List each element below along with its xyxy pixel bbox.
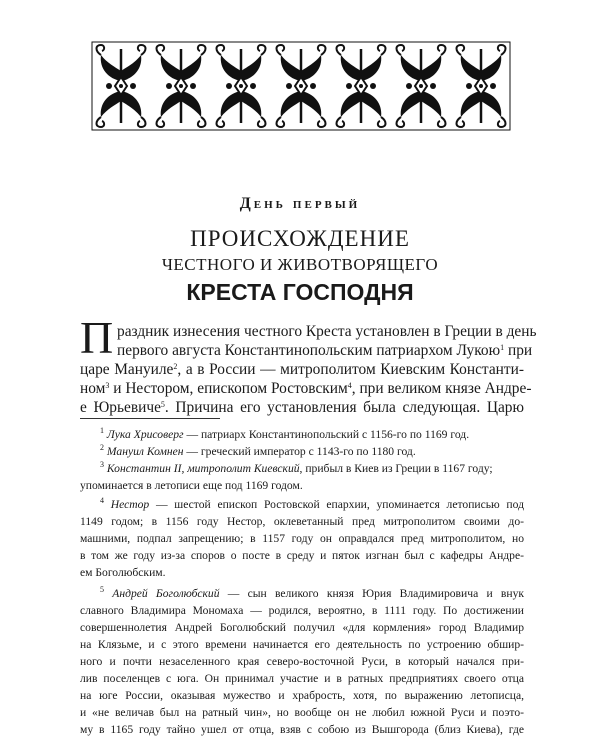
footnote-ref[interactable]: 1 (500, 343, 505, 352)
footnote-4-cont: ем Боголюбским. (80, 566, 166, 579)
footnote-3: $^3$ Константин II, митрополит Киевский, прибыл в Киев из Греции в 1167 году; (100, 460, 493, 475)
body-line: царе Мануиле$^2$, а в России — митрополитом Киевским Константи- (80, 361, 525, 378)
chapter-title-line3: КРЕСТА ГОСПОДНЯ (186, 279, 414, 305)
chapter-title-line2: ЧЕСТНОГО И ЖИВОТВОРЯЩЕГО (161, 255, 439, 274)
footnote-ref[interactable]: 3 (105, 381, 110, 390)
footnote-5-cont: лив поселенцев с юга. Он принимал участие и в ратных предприятиях своего отца (80, 672, 524, 685)
body-line: раздник изнесения честного Креста установлен в Греции в день (117, 323, 537, 340)
footnote-4-cont: машними, подпал запрещению; в 1157 году он оправдался пред митрополитом, но (80, 532, 524, 545)
footnote-5-cont: и «не величав был на ратный чин», но вообще он не любил южной Руси и поэто- (80, 706, 524, 719)
footnote-5-cont: славного Владимира Мономаха — родился, вероятно, в 1111 году. По достижении (80, 604, 524, 617)
day-heading: День первый (239, 195, 361, 212)
footnote-5-cont: ного и почти незаселенного края северо-восточной Руси, в который начался при- (80, 655, 524, 668)
footnote-divider (80, 418, 220, 419)
footnote-4-cont: в том же году из-за споров о посте в среду и пяток изгнан был с кафедры Андре- (80, 549, 524, 562)
footnote-2: $^2$ Мануил Комнен — греческий император с 1143-го по 1180 год. (100, 443, 416, 458)
footnote-5-cont: му в 1165 году тайно ушел от отца, взяв с собою из Вышгорода (близ Киева), где (80, 723, 524, 736)
body-line: первого августа Константинопольским патриархом Лукою$^1$ при (117, 342, 533, 359)
body-line: ном$^3$ и Нестором, епископом Ростовским$^4$, при великом князе Андре- (80, 380, 532, 397)
footnote-1: $^1$ Лука Хрисоверг — патриарх Константинопольский с 1156-го по 1169 год. (100, 426, 470, 441)
footnote-5-cont: совершеннолетия Андрей Боголюбский получил «для кормления» город Владимир (80, 621, 524, 634)
drop-cap: П (80, 312, 114, 363)
footnote-5: $^5$ Андрей Боголюбский — сын великого князя Юрия Владимировича и внук (100, 585, 524, 600)
footnote-5-cont: на Клязьме, и с этого времени начинается его деятельность по устроению обшир- (80, 638, 524, 651)
footnote-4: $^4$ Нестор — шестой епископ Ростовской епархии, упоминается летописью под (100, 496, 525, 511)
footnote-4-cont: 1149 годом; в 1156 году Нестор, оклеветанный пред митрополитом своими до- (80, 515, 524, 528)
footnote-ref[interactable]: 5 (160, 400, 165, 409)
footnote-ref[interactable]: 2 (173, 362, 178, 371)
floral-ornament-band (91, 41, 511, 131)
footnote-ref[interactable]: 4 (347, 381, 352, 390)
footnote-5-cont: на юге России, оказывая мужество и храбрость, хотя, по выражению летописца, (80, 689, 524, 702)
body-line: е Юрьевиче$^5$. Причина его установления была следующая. Царю (80, 399, 524, 416)
chapter-title-line1: ПРОИСХОЖДЕНИЕ (190, 226, 410, 251)
footnote-3-cont: упоминается в летописи еще под 1169 годом. (80, 479, 303, 492)
